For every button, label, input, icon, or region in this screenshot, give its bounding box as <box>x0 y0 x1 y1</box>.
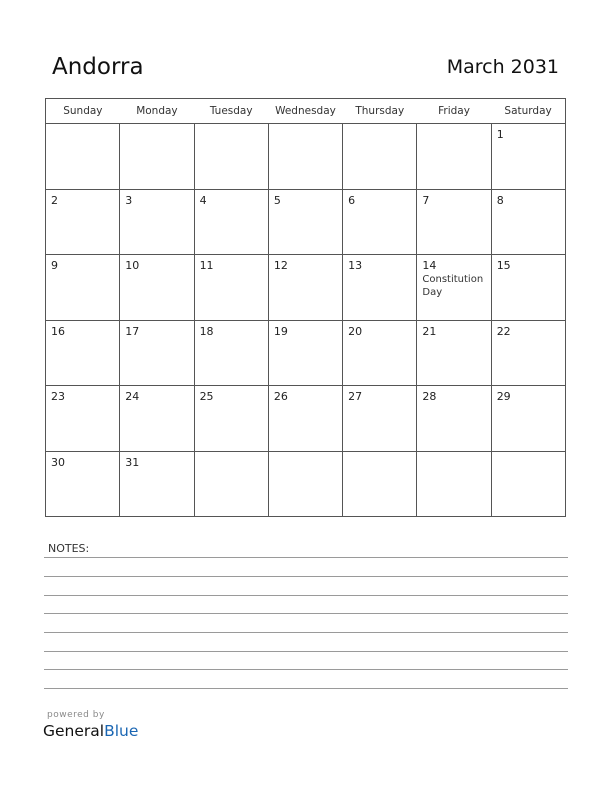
day-number: 1 <box>496 128 504 141</box>
brand-logo <box>43 722 138 740</box>
day-cell <box>194 189 268 255</box>
day-number: 30 <box>51 455 65 469</box>
week-row <box>46 386 566 452</box>
weekday-wednesday: Wednesday <box>268 99 342 124</box>
day-number: 14 <box>422 259 437 272</box>
day-cell <box>120 189 194 255</box>
weekday-thursday: Thursday <box>343 99 417 124</box>
day-cell <box>417 451 491 517</box>
country-title: Andorra <box>52 54 144 80</box>
day-number: 20 <box>348 324 363 338</box>
powered-by-text: powered by <box>47 710 105 720</box>
day-number: 4 <box>199 193 207 207</box>
weekday-saturday: Saturday <box>491 99 565 124</box>
day-cell-holiday <box>417 255 491 321</box>
day-cell <box>46 386 120 452</box>
day-number: 7 <box>422 193 430 207</box>
day-number: 11 <box>199 259 214 272</box>
day-number: 8 <box>496 193 504 207</box>
day-number: 21 <box>422 324 437 338</box>
day-cell <box>491 189 565 255</box>
day-number: 27 <box>348 390 363 403</box>
week-row <box>46 189 566 255</box>
day-number: 26 <box>273 390 288 403</box>
day-cell <box>46 451 120 517</box>
day-cell <box>194 255 268 321</box>
day-cell <box>343 451 417 517</box>
day-cell <box>491 320 565 386</box>
week-row <box>46 320 566 386</box>
weekday-header-row <box>46 99 566 124</box>
day-number: 6 <box>348 193 356 207</box>
day-cell <box>417 189 491 255</box>
day-number: 3 <box>125 193 133 207</box>
day-cell <box>120 386 194 452</box>
day-cell <box>120 320 194 386</box>
day-number: 12 <box>273 259 288 272</box>
day-number: 15 <box>496 259 511 272</box>
day-cell <box>46 320 120 386</box>
day-number: 10 <box>125 259 140 272</box>
notes-line <box>44 632 568 633</box>
day-cell <box>343 386 417 452</box>
day-number: 28 <box>422 390 437 403</box>
day-cell <box>343 255 417 321</box>
day-number: 25 <box>199 390 214 403</box>
day-cell <box>491 124 565 190</box>
brand-general: General <box>43 722 105 740</box>
day-number: 5 <box>273 193 281 207</box>
day-number: 17 <box>125 324 140 338</box>
day-number: 18 <box>199 324 214 338</box>
day-cell <box>343 320 417 386</box>
weekday-tuesday: Tuesday <box>194 99 268 124</box>
day-number: 16 <box>51 324 65 338</box>
notes-line <box>44 557 568 558</box>
day-cell <box>491 451 565 517</box>
holiday-label: Constitution Day <box>422 274 484 298</box>
day-cell <box>268 320 342 386</box>
day-cell <box>491 255 565 321</box>
brand-blue: Blue <box>104 722 139 740</box>
day-cell <box>120 451 194 517</box>
day-cell <box>268 255 342 321</box>
notes-line <box>44 688 568 689</box>
notes-line <box>44 595 568 596</box>
day-number: 24 <box>125 390 140 403</box>
day-cell <box>417 124 491 190</box>
weekday-monday: Monday <box>120 99 194 124</box>
day-cell <box>46 124 120 190</box>
week-row <box>46 451 566 517</box>
day-cell <box>343 189 417 255</box>
day-cell <box>417 320 491 386</box>
week-row <box>46 255 566 321</box>
day-cell <box>268 386 342 452</box>
day-cell <box>343 124 417 190</box>
day-number: 13 <box>348 259 363 272</box>
day-cell <box>417 386 491 452</box>
notes-line <box>44 669 568 670</box>
day-cell <box>46 189 120 255</box>
notes-line <box>44 613 568 614</box>
day-cell <box>194 124 268 190</box>
day-cell <box>194 320 268 386</box>
day-cell <box>491 386 565 452</box>
day-cell <box>120 255 194 321</box>
notes-label: NOTES: <box>48 542 90 555</box>
day-cell <box>120 124 194 190</box>
calendar-grid <box>45 98 566 517</box>
day-number: 31 <box>125 455 140 469</box>
day-number: 23 <box>51 390 65 403</box>
day-number: 2 <box>51 193 58 207</box>
day-number: 29 <box>496 390 511 403</box>
notes-line <box>44 651 568 652</box>
day-number: 19 <box>273 324 288 338</box>
weekday-sunday: Sunday <box>46 99 120 124</box>
day-cell <box>46 255 120 321</box>
day-number: 9 <box>51 259 58 272</box>
day-number: 22 <box>496 324 511 338</box>
day-cell <box>268 189 342 255</box>
week-row <box>46 124 566 190</box>
notes-line <box>44 576 568 577</box>
day-cell <box>194 386 268 452</box>
month-year-title: March 2031 <box>446 56 559 78</box>
day-cell <box>194 451 268 517</box>
day-cell <box>268 124 342 190</box>
day-cell <box>268 451 342 517</box>
weekday-friday: Friday <box>417 99 491 124</box>
